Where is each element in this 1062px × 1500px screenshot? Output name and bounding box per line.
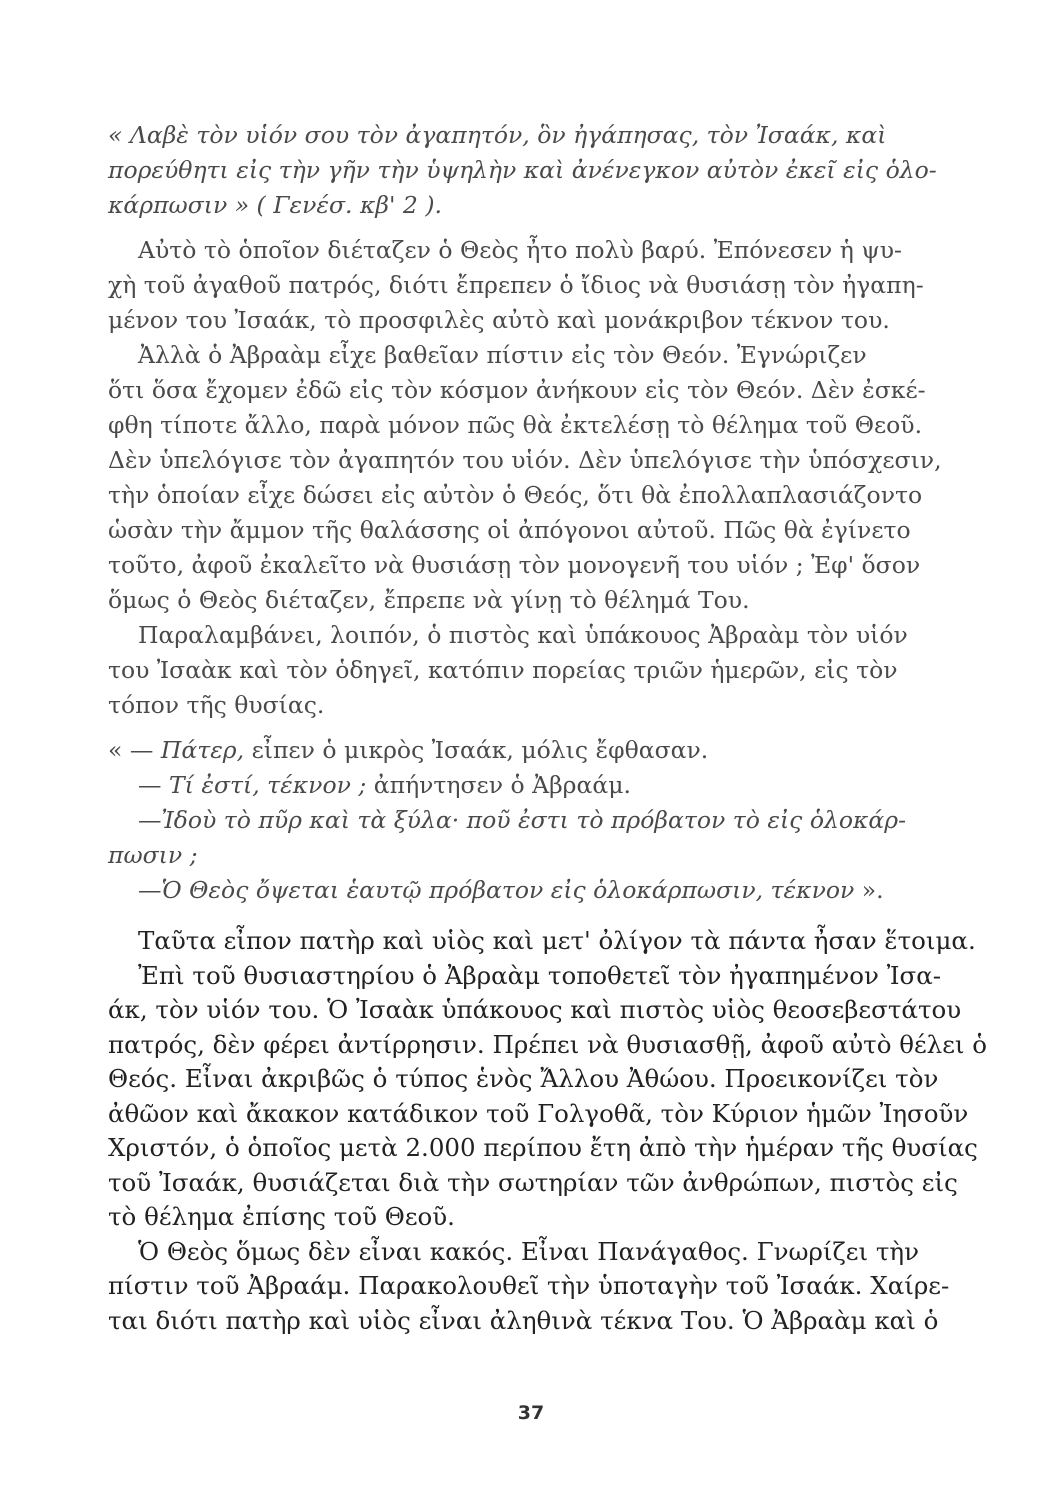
text-line: Ἐπὶ τοῦ θυσιαστηρίου ὁ Ἀβραὰμ τοποθετεῖ τὸν ἠγαπημένον Ἰσα-	[138, 960, 942, 990]
dialogue-speech: —Ὁ Θεὸς ὄψεται ἑαυτῷ πρόβατον εἰς ὁλοκάρπωσιν, τέκνον	[138, 876, 855, 904]
text-line: τόπον τῆς θυσίας.	[108, 691, 325, 719]
text-line: του Ἰσαὰκ καὶ τὸν ὁδηγεῖ, κατόπιν πορείας τριῶν ἡμερῶν, εἰς τὸν	[108, 656, 898, 684]
paragraph	[108, 338, 942, 618]
paragraph	[108, 233, 924, 338]
text-line: ἀθῶον καὶ ἄκακον κατάδικον τοῦ Γολγοθᾶ, τὸν Κύριον ἡμῶν Ἰησοῦν	[108, 1098, 969, 1128]
text-line: τοῦτο, ἀφοῦ ἐκαλεῖτο νὰ θυσιάσῃ τὸν μονογενῆ του υἱόν ; Ἐφ' ὅσον	[108, 551, 921, 579]
dialogue	[108, 733, 908, 908]
paragraph	[108, 1235, 950, 1339]
paragraph	[108, 618, 908, 723]
dialogue-mark: « —	[108, 736, 161, 764]
dialogue-speech: Πάτερ,	[160, 736, 245, 764]
dialogue-line	[108, 733, 908, 768]
text-line: πατρός, δὲν φέρει ἀντίρρησιν. Πρέπει νὰ θυσιασθῇ, ἀφοῦ αὐτὸ θέλει ὁ	[108, 1029, 988, 1059]
dialogue-close: ».	[854, 876, 884, 904]
text-line: Δὲν ὑπελόγισε τὸν ἀγαπητόν του υἱόν. Δὲν ὑπελόγισε τὴν ὑπόσχεσιν,	[108, 446, 942, 474]
text-line: Παραλαμβάνει, λοιπόν, ὁ πιστὸς καὶ ὑπάκουος Ἀβραὰμ τὸν υἱόν	[138, 621, 908, 649]
text-line: χὴ τοῦ ἀγαθοῦ πατρός, διότι ἔπρεπεν ὁ ἴδιος νὰ θυσιάσῃ τὸν ἠγαπη-	[108, 271, 924, 299]
text-line: τὴν ὁποίαν εἶχε δώσει εἰς αὐτὸν ὁ Θεός, ὅτι θὰ ἐπολλαπλασιάζοντο	[108, 481, 923, 509]
text-line: Θεός. Εἶναι ἀκριβῶς ὁ τύπος ἑνὸς Ἄλλου Ἀθώου. Προεικονίζει τὸν	[108, 1064, 939, 1093]
text-line: Ἀλλὰ ὁ Ἀβραὰμ εἶχε βαθεῖαν πίστιν εἰς τὸν Θεόν. Ἐγνώριζεν	[138, 341, 867, 369]
paragraph	[108, 924, 988, 1235]
page-body	[108, 118, 988, 1338]
dialogue-narration: ἀπήντησεν ὁ Ἀβραάμ.	[366, 771, 631, 799]
text-line: πίστιν τοῦ Ἀβραάμ. Παρακολουθεῖ τὴν ὑποταγὴν τοῦ Ἰσαάκ. Χαίρε-	[108, 1271, 950, 1300]
text-line: « Λαβὲ τὸν υἱόν σου τὸν ἀγαπητόν, ὃν ἠγάπησας, τὸν Ἰσαάκ, καὶ	[108, 121, 887, 149]
dialogue-line: πωσιν ;	[108, 841, 198, 869]
text-line: μένον του Ἰσαάκ, τὸ προσφιλὲς αὐτὸ καὶ μονάκριβον τέκνον του.	[108, 306, 890, 334]
scripture-quote	[108, 118, 937, 223]
text-line: Ὁ Θεὸς ὅμως δὲν εἶναι κακός. Εἶναι Πανάγαθος. Γνωρίζει τὴν	[138, 1236, 919, 1266]
dialogue-line	[108, 768, 908, 803]
dialogue-line	[108, 873, 908, 908]
page-number: 37	[517, 1402, 545, 1424]
text-line: πορεύθητι εἰς τὴν γῆν τὴν ὑψηλὴν καὶ ἀνένεγκον αὐτὸν ἐκεῖ εἰς ὁλο-	[108, 156, 937, 184]
quote-fragment: κάρπωσιν » ( Γενέσ. κβ' 2 ).	[108, 191, 442, 219]
text-line: άκ, τὸν υἱόν του. Ὁ Ἰσαὰκ ὑπάκουος καὶ πιστὸς υἱὸς θεοσεβεστάτου	[108, 995, 962, 1024]
dialogue-mark: —	[138, 771, 169, 799]
text-line: φθη τίποτε ἄλλο, παρὰ μόνον πῶς θὰ ἐκτελέσῃ τὸ θέλημα τοῦ Θεοῦ.	[108, 411, 923, 439]
text-line: Χριστόν, ὁ ὁποῖος μετὰ 2.000 περίπου ἔτη ἀπὸ τὴν ἡμέραν τῆς θυσίας	[108, 1133, 978, 1162]
text-line: τοῦ Ἰσαάκ, θυσιάζεται διὰ τὴν σωτηρίαν τῶν ἀνθρώπων, πιστὸς εἰς	[108, 1167, 958, 1197]
dialogue-speech: Τί ἐστί, τέκνον ;	[168, 771, 367, 799]
text-line: ται διότι πατὴρ καὶ υἱὸς εἶναι ἀληθινὰ τέκνα Του. Ὁ Ἀβραὰμ καὶ ὁ	[108, 1305, 939, 1335]
dialogue-narration: εἶπεν ὁ μικρὸς Ἰσαάκ, μόλις ἔφθασαν.	[244, 736, 709, 764]
dialogue-line: —Ἰδοὺ τὸ πῦρ καὶ τὰ ξύλα· ποῦ ἐστι τὸ πρόβατον τὸ εἰς ὁλοκάρ-	[138, 806, 907, 834]
text-line: Αὐτὸ τὸ ὁποῖον διέταζεν ὁ Θεὸς ἦτο πολὺ βαρύ. Ἐπόνεσεν ἡ ψυ-	[138, 236, 902, 264]
text-line	[108, 188, 908, 223]
text-line: Ταῦτα εἶπον πατὴρ καὶ υἱὸς καὶ μετ' ὀλίγον τὰ πάντα ἦσαν ἕτοιμα.	[138, 926, 976, 955]
text-line: ὡσὰν τὴν ἄμμον τῆς θαλάσσης οἱ ἀπόγονοι αὐτοῦ. Πῶς θὰ ἐγίνετο	[108, 516, 911, 544]
text-line: τὸ θέλημα ἐπίσης τοῦ Θεοῦ.	[108, 1202, 455, 1231]
text-line: ὅτι ὅσα ἔχομεν ἐδῶ εἰς τὸν κόσμον ἀνήκουν εἰς τὸν Θεόν. Δὲν ἐσκέ-	[108, 376, 926, 404]
text-line: ὅμως ὁ Θεὸς διέταζεν, ἔπρεπε νὰ γίνῃ τὸ θέλημά Του.	[108, 586, 750, 614]
